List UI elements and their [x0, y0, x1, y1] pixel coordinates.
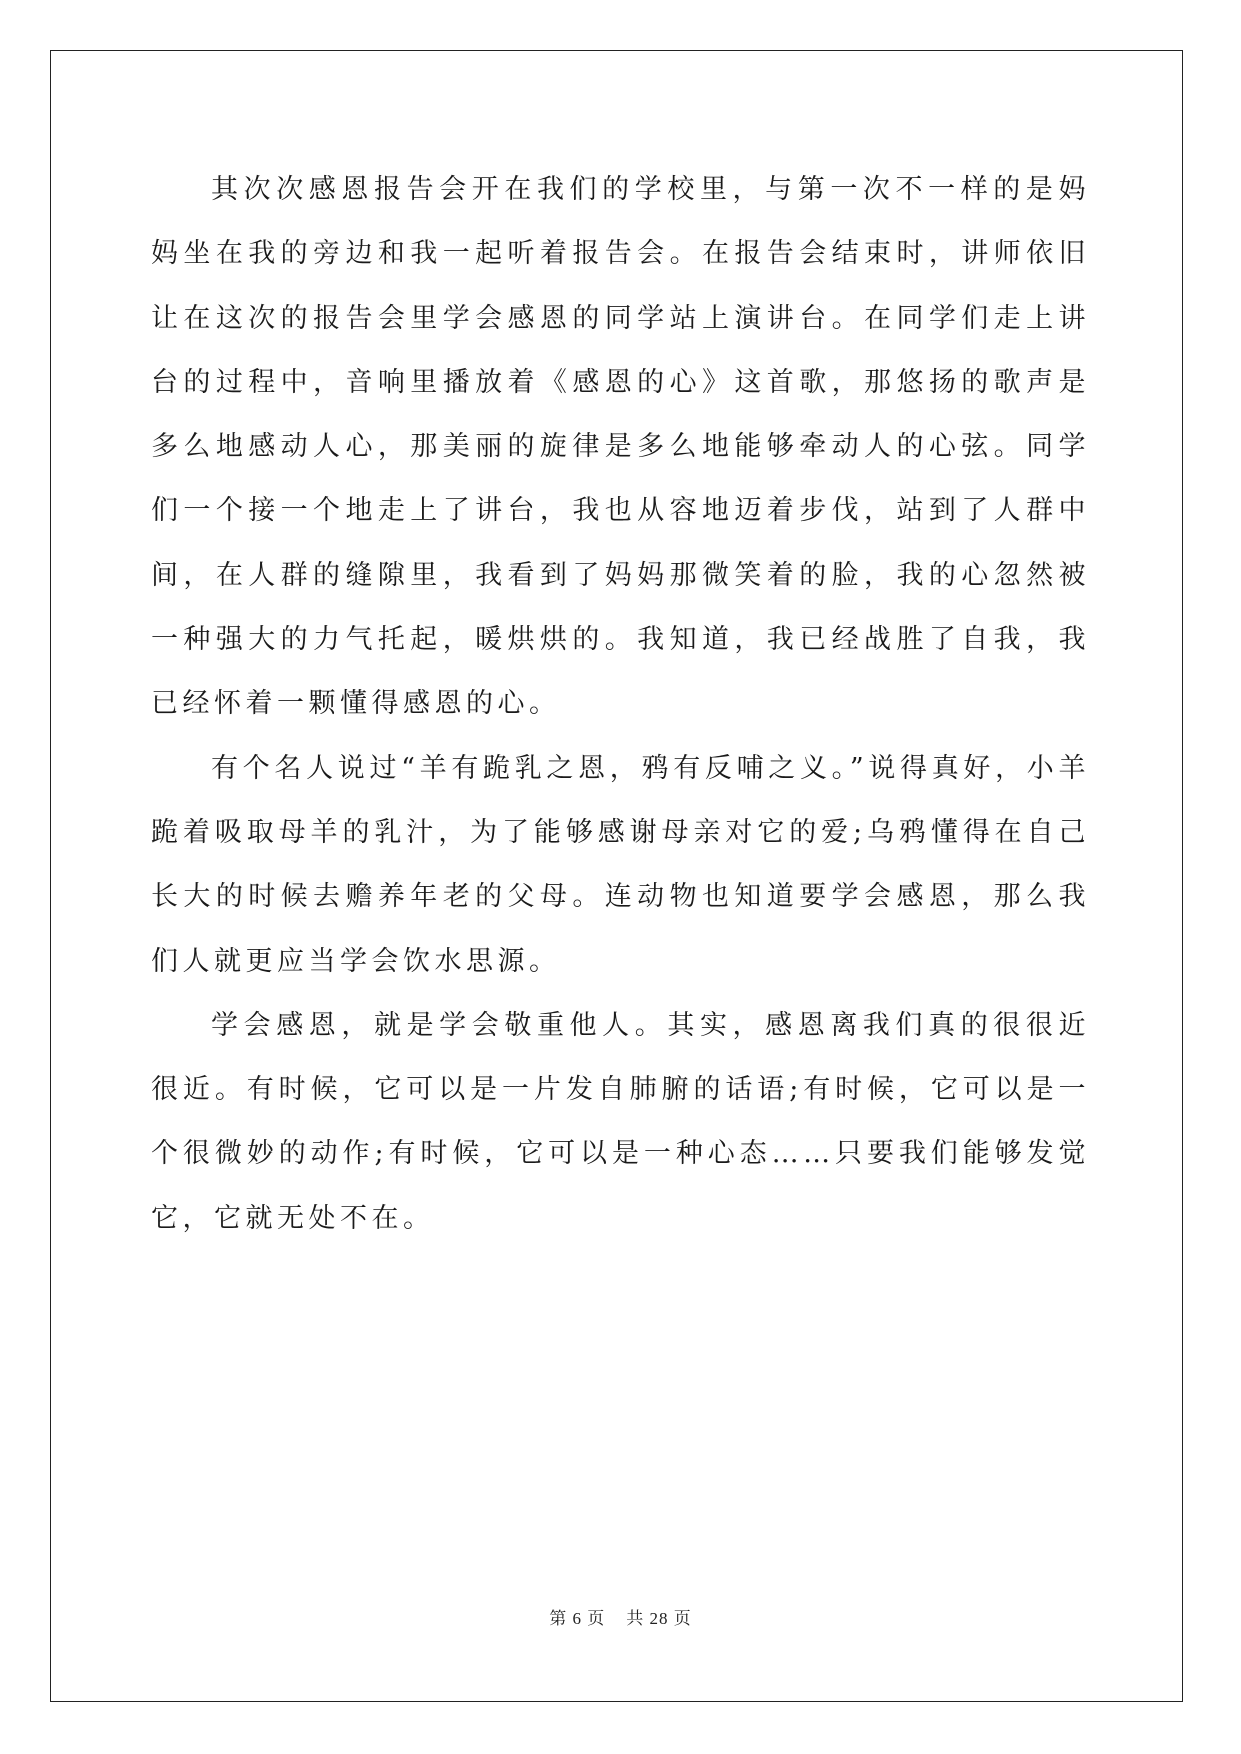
- document-body: [151, 158, 1090, 1251]
- total-pages: 共 28 页: [626, 1609, 692, 1628]
- page-footer: [0, 1604, 1241, 1629]
- paragraph-1: 其次次感恩报告会开在我们的学校里，与第一次不一样的是妈妈坐在我的旁边和我一起听着报告会。在报告会结束时，讲师依旧让在这次的报告会里学会感恩的同学站上演讲台。在同学们走上讲台的过程中，音响里播放着《感恩的心》这首歌，那悠扬的歌声是多么地感动人心，那美丽的旋律是多么地能够牵动人的心弦。同学们一个接一个地走上了讲台，我也从容地迈着步伐，站到了人群中间，在人群的缝隙里，我看到了妈妈那微笑着的脸，我的心忽然被一种强大的力气托起，暖烘烘的。我知道，我已经战胜了自我，我已经怀着一颗懂得感恩的心。: [151, 174, 1090, 720]
- paragraph-2: 有个名人说过“羊有跪乳之恩，鸦有反哺之义。”说得真好，小羊跪着吸取母羊的乳汁，为了能够感谢母亲对它的爱;乌鸦懂得在自己长大的时候去赡养年老的父母。连动物也知道要学会感恩，那么我们人就更应当学会饮水思源。: [151, 752, 1090, 977]
- page-number: 第 6 页: [549, 1609, 606, 1628]
- paragraph-3: 学会感恩，就是学会敬重他人。其实，感恩离我们真的很很近很近。有时候，它可以是一片发自肺腑的话语;有时候，它可以是一个很微妙的动作;有时候，它可以是一种心态……只要我们能够发觉它，它就无处不在。: [151, 1009, 1090, 1234]
